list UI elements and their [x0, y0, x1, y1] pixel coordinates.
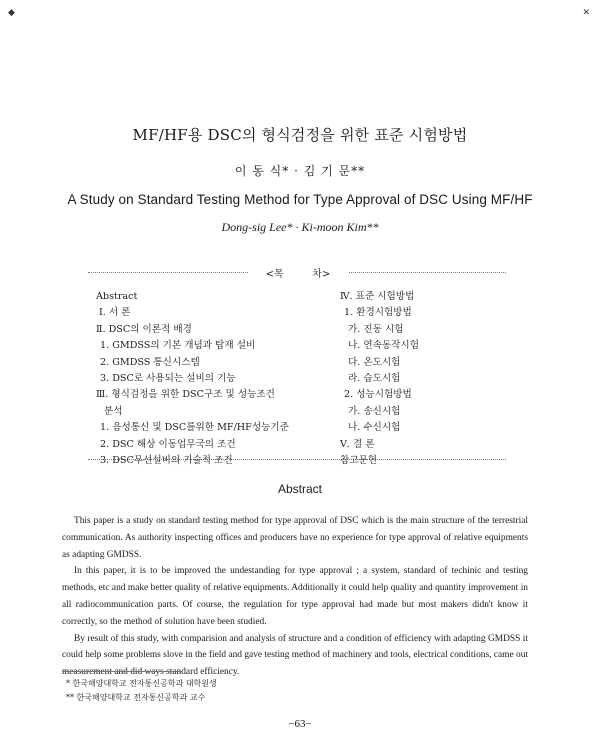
title-english: A Study on Standard Testing Method for Type Approval of DSC Using MF/HF	[67, 192, 533, 207]
toc-item: 참고문헌	[340, 455, 378, 467]
toc-item: Ⅲ. 형식검정을 위한 DSC구조 및 성능조건	[96, 389, 275, 401]
toc-item: 1. 음성통신 및 DSC를위한 MF/HF성능기준	[100, 422, 289, 434]
abstract-paragraph	[62, 513, 528, 563]
abstract-paragraph	[62, 631, 528, 681]
abstract-paragraph-text: By result of this study, with comparision and analysis of structure and a condition of efficiency with adapting GMDSS it could help some problems slove in the field and gave testing method of machinery and tools, electrical conditions, came out measurement and did ways standard efficiency.	[62, 633, 528, 678]
toc-item: 3. DSC무선설비의 기술적 조건	[100, 455, 233, 467]
footnote-item: ** 한국해양대학교 전자통신공학과 교수	[66, 693, 206, 702]
abstract-body	[62, 513, 528, 681]
toc-left-column	[96, 289, 346, 469]
toc-right-column	[340, 289, 500, 469]
corner-mark-left: ◆	[8, 8, 15, 18]
toc-item: 가. 송신시험	[348, 405, 401, 417]
toc-item: 가. 진동 시험	[348, 323, 404, 335]
footnote-divider	[62, 671, 182, 672]
toc-heading-right: 차>	[312, 269, 331, 280]
toc-item: 나. 수신시험	[348, 422, 401, 434]
authors-korean: 이 동 식* · 김 기 문**	[234, 164, 366, 178]
abstract-heading: Abstract	[277, 482, 322, 496]
toc-item: 다. 온도시험	[348, 356, 401, 368]
toc-item: 1. GMDSS의 기본 개념과 탑재 설비	[100, 340, 256, 352]
footnotes	[66, 677, 217, 705]
page-number: −63−	[288, 718, 312, 730]
toc-heading	[248, 265, 348, 280]
abstract-paragraph-text: This paper is a study on standard testing method for type approval of DSC which is the main structure of the terrestrial communication. As authority inspecting offices and producers have no experience for type approval of relative equipments as adapting GMDSS.	[62, 516, 528, 560]
toc-item: 라. 습도시험	[348, 373, 401, 385]
footnote-item: * 한국해양대학교 전자통신공학과 대학원생	[66, 679, 217, 688]
toc-item: Ⅰ. 서 론	[99, 307, 131, 319]
toc-item: 분석	[104, 405, 123, 417]
toc-item: Ⅳ. 표준 시험방법	[340, 291, 415, 302]
abstract-paragraph	[62, 563, 528, 630]
authors-english: Dong-sig Lee* · Ki-moon Kim**	[221, 220, 379, 234]
corner-mark-right: ✕	[582, 8, 590, 18]
toc-item: Abstract	[96, 291, 138, 302]
toc-heading-left: <목	[265, 269, 284, 280]
toc-item: 2. GMDSS 통신시스템	[100, 356, 200, 368]
toc-item: Ⅱ. DSC의 이론적 배경	[96, 323, 192, 335]
table-of-contents	[88, 269, 506, 467]
toc-item: 2. 성능시험방법	[344, 389, 412, 401]
abstract-paragraph-text: In this paper, it is to be improved the undestanding for type approval ; a system, standard of techinic and testing methods, etc and make better quality of relative equipments. Additionally it could help quality and quantity improvement in all radiocommunication parts. Of course, the regulation for type approval had made but most makers didn't know it correctly, so the method of solution have been studied.	[62, 566, 528, 627]
toc-item: 1. 환경시험방법	[344, 307, 412, 319]
toc-item: 3. DSC로 사용되는 설비의 기능	[100, 373, 236, 385]
toc-item: 2. DSC 해상 이동업무국의 조건	[100, 438, 236, 450]
toc-item: 나. 연속동작시험	[348, 340, 419, 352]
toc-item: Ⅴ. 결 론	[340, 438, 375, 450]
title-korean: MF/HF용 DSC의 형식검정을 위한 표준 시험방법	[132, 126, 468, 144]
